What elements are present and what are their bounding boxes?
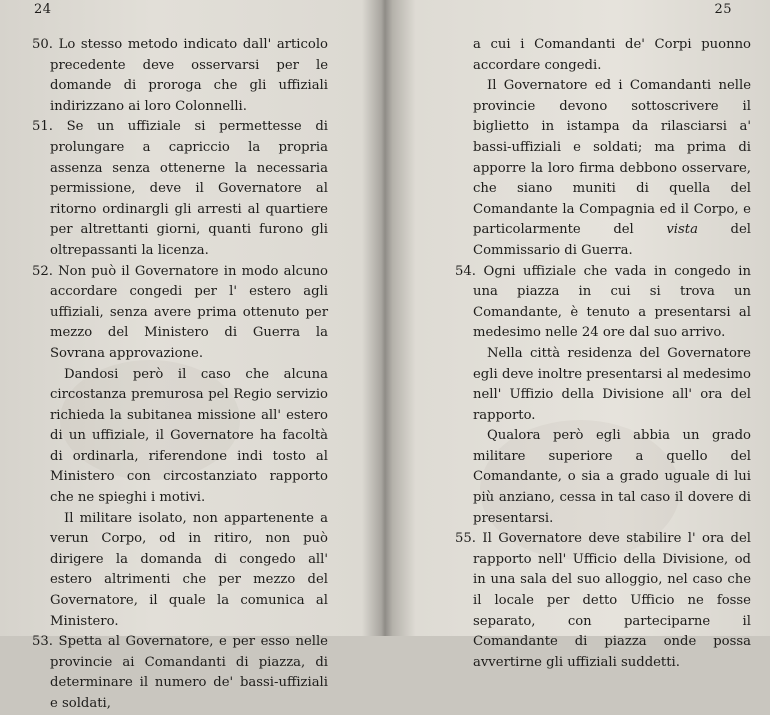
article-53-continuation: a cui i Comandanti de' Corpi puonno accordare congedi. bbox=[473, 37, 751, 73]
page-number: 24 bbox=[34, 2, 52, 17]
page-number: 25 bbox=[714, 2, 732, 17]
paragraph-text: Il Governatore ed i Comandanti nelle provincie devono sottoscrivere il biglietto in istampa da rilasciarsi a' bassi-uffiziali e soldati; ma prima di apporre la loro firma debbono osservare, che siano muniti di quella del Comandante la Compagnia ed il Corpo, e particolarmente del bbox=[473, 78, 751, 238]
article-54-continuation: Nella città residenza del Governatore egli deve inoltre presentarsi al medesimo nell' Uffizio della Divisione all' ora del rapporto. bbox=[473, 345, 751, 423]
text-column bbox=[455, 35, 751, 673]
article-52-continuation: Dandosi però il caso che alcuna circostanza premurosa pel Regio servizio richieda la subitanea missione all' estero di un uffiziale, il Governatore ha facoltà di ordinarla, riferendone indi tosto al Ministero con circostanziato rapporto che ne spieghi i motivi. bbox=[50, 366, 328, 506]
article-54: 54. Ogni uffiziale che vada in congedo in una piazza in cui si trova un Comandante, è tenuto a presentarsi al medesimo nelle 24 ore dal suo arrivo. bbox=[455, 263, 751, 341]
article-52-continuation: Il militare isolato, non appartenente a verun Corpo, od in ritiro, non può dirigere la domanda di congedo all' estero altrimenti che per mezzo del Governatore, il quale la comunica al Ministero. bbox=[50, 510, 328, 629]
emphasized-word: vista bbox=[666, 222, 698, 238]
article-53-continuation bbox=[455, 76, 751, 261]
right-page bbox=[385, 0, 770, 670]
left-page bbox=[0, 0, 385, 711]
article-54-continuation: Qualora però egli abbia un grado militare superiore a quello del Comandante, o sia a grado uguale di lui più anziano, cessa in tal caso il dovere di presentarsi. bbox=[473, 428, 751, 526]
article-51: 51. Se un uffiziale si permettesse di prolungare a capriccio la propria assenza senza ottenerne la necessaria permissione, deve il Governatore al ritorno ordinargli gli arresti al quartiere per altrettanti giorni, quanti furono gli oltrepassanti la licenza. bbox=[32, 119, 328, 258]
article-52: 52. Non può il Governatore in modo alcuno accordare congedi per l' estero agli uffiziali, senza avere prima ottenuto per mezzo del Ministero di Guerra la Sovrana approvazione. bbox=[32, 263, 328, 361]
article-53: 53. Spetta al Governatore, e per esso nelle provincie ai Comandanti di piazza, di determinare il numero de' bassi-uffiziali e soldati, bbox=[32, 634, 328, 711]
article-50: 50. Lo stesso metodo indicato dall' articolo precedente deve osservarsi per le domande di proroga che gli uffiziali indirizzano ai loro Colonnelli. bbox=[32, 37, 328, 114]
paragraph-text: del Commissario di Guerra. bbox=[473, 222, 752, 258]
text-column bbox=[32, 35, 328, 715]
article-55: 55. Il Governatore deve stabilire l' ora del rapporto nell' Ufficio della Divisione, od in una sala del suo alloggio, nel caso che il locale per detto Ufficio ne fosse separato, con parteciparne il Comandante di piazza onde possa avvertirne gli uffiziali suddetti. bbox=[455, 531, 751, 670]
